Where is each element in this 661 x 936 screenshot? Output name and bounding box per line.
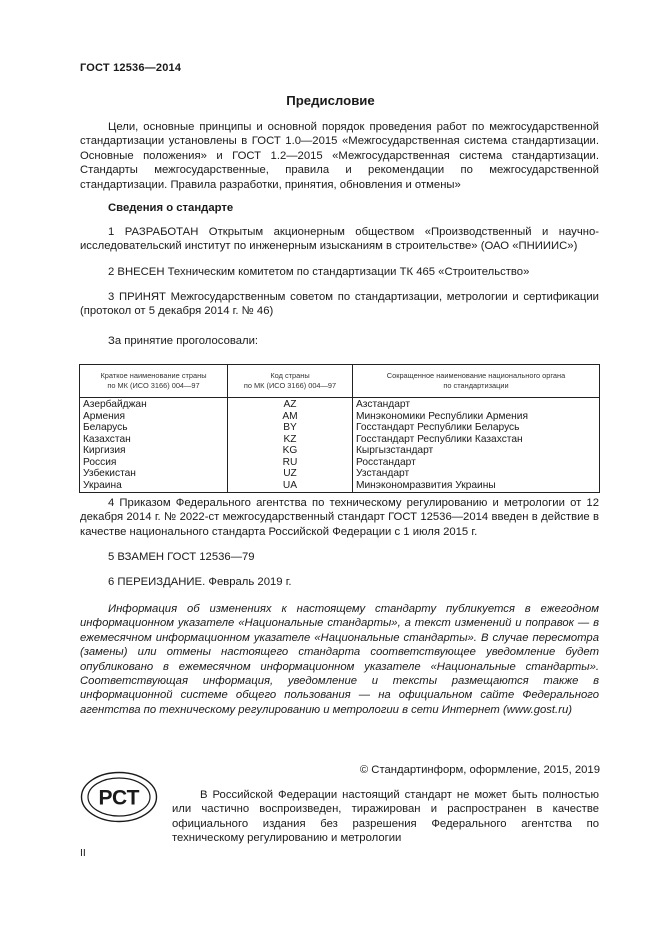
rst-logo [80,771,158,823]
code-cell: UZ [228,468,353,480]
page-number: II [80,847,86,859]
table-row [80,457,600,469]
header-country-line1: Краткое наименование страны [100,371,207,380]
code-cell: UA [228,480,353,493]
table-row [80,411,600,423]
code-cell: KZ [228,434,353,446]
table-row [80,434,600,446]
header-country [80,365,228,398]
item-4-order: 4 Приказом Федерального агентства по техническому регулированию и метрологии от 12 декабря 2014 г. № 2022-ст межгосударственный стандарт ГОСТ 12536—2014 введен в действие в качестве национального стандарта Российской Федерации с 1 июля 2015 г. [80,497,599,538]
vote-intro: За принятие проголосовали: [108,335,259,347]
country-cell: Украина [80,480,228,493]
country-cell: Казахстан [80,434,228,446]
body-cell: Госстандарт Республики Казахстан [353,434,600,446]
code-cell: RU [228,457,353,469]
header-body-line2: по стандартизации [443,381,509,390]
item-3-adopted: 3 ПРИНЯТ Межгосударственным советом по стандартизации, метрологии и сертификации (протокол от 5 декабря 2014 г. № 46) [80,291,599,318]
country-cell: Азербайджан [80,398,228,411]
logo-text: РСТ [98,786,140,810]
section-heading: Сведения о стандарте [108,202,234,214]
country-cell: Армения [80,411,228,423]
code-cell: KG [228,445,353,457]
voting-table [79,364,600,493]
copyright-line: © Стандартинформ, оформление, 2015, 2019 [359,764,600,776]
table-row [80,468,600,480]
item-6-reissue: 6 ПЕРЕИЗДАНИЕ. Февраль 2019 г. [108,576,292,588]
header-code [228,365,353,398]
country-cell: Киргизия [80,445,228,457]
country-cell: Россия [80,457,228,469]
header-code-line1: Код страны [270,371,310,380]
header-country-line2: по МК (ИСО 3166) 004—97 [107,381,200,390]
body-cell: Азстандарт [353,398,600,411]
item-5-replaces: 5 ВЗАМЕН ГОСТ 12536—79 [108,551,255,563]
changes-notice: Информация об изменениях к настоящему стандарту публикуется в ежегодном информационном указателе «Национальные стандарты», а текст изменений и поправок — в ежемесячном информационном указателе «Национальные стандарты». В случае пересмотра (замены) или отмены настоящего стандарта соответствующее уведомление будет опубликовано в ежемесячном информационном указателе «Национальные стандарты». Соответствующая информация, уведомление и тексты размещаются также в информационной системе общего пользования — на официальном сайте Федерального агентства по техническому регулированию и метрологии в сети Интернет (www.gost.ru) [80,603,599,716]
header-body [353,365,600,398]
body-cell: Кыргызстандарт [353,445,600,457]
country-cell: Узбекистан [80,468,228,480]
code-cell: AZ [228,398,353,411]
item-1-developed: 1 РАЗРАБОТАН Открытым акционерным обществом «Производственный и научно-исследовательский институт по инженерным изысканиям в строительстве» (ОАО «ПНИИИС») [80,226,599,253]
body-cell: Минэкономики Республики Армения [353,411,600,423]
table-row [80,480,600,493]
header-code-line2: по МК (ИСО 3166) 004—97 [243,381,337,390]
body-cell: Минэкономразвития Украины [353,480,600,493]
body-cell: Узстандарт [353,468,600,480]
body-cell: Росстандарт [353,457,600,469]
document-code-header: ГОСТ 12536—2014 [80,62,182,74]
table-row [80,422,600,434]
code-cell: BY [228,422,353,434]
body-cell: Госстандарт Республики Беларусь [353,422,600,434]
table-header-row [80,365,600,398]
page-title: Предисловие [286,93,375,108]
country-cell: Беларусь [80,422,228,434]
reproduction-rights: В Российской Федерации настоящий стандарт не может быть полностью или частично воспроизведен, тиражирован и распространен в качестве официального издания без разрешения Федерального агентства по техническому регулированию и метрологии [172,789,599,845]
table-row [80,398,600,411]
item-2-introduced: 2 ВНЕСЕН Техническим комитетом по стандартизации ТК 465 «Строительство» [108,266,530,278]
header-body-line1: Сокращенное наименование национального органа [386,371,566,380]
table-row [80,445,600,457]
code-cell: AM [228,411,353,423]
intro-paragraph: Цели, основные принципы и основной порядок проведения работ по межгосударственной стандартизации установлены в ГОСТ 1.0—2015 «Межгосударственная система стандартизации. Основные положения» и ГОСТ 1.2—2015 «Межгосударственная система стандартизации. Стандарты межгосударственные, правила и рекомендации по межгосударственной стандартизации. Правила разработки, принятия, обновления и отмены» [80,121,599,191]
